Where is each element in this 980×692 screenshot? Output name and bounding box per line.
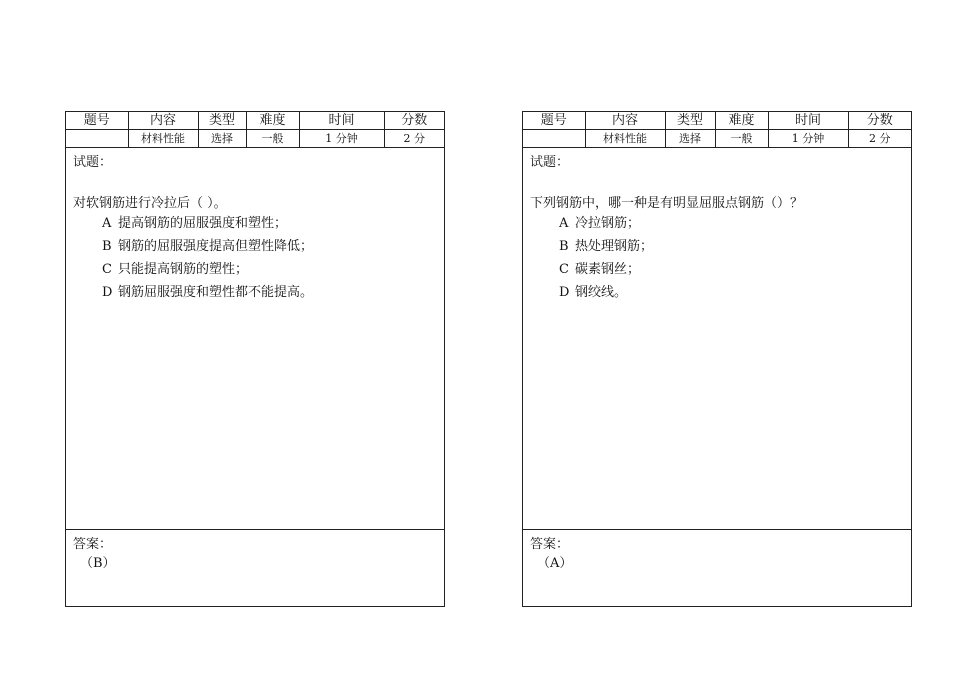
header-content: 内容: [585, 112, 665, 130]
option-text: 碳素钢丝；: [575, 262, 641, 277]
header-type: 类型: [198, 112, 246, 130]
header-score: 分数: [848, 112, 911, 130]
option-a: [559, 217, 653, 240]
value-content: 材料性能: [585, 130, 665, 148]
value-type: 选择: [198, 130, 246, 148]
header-difficulty: 难度: [715, 112, 768, 130]
question-stem: 对软钢筋进行冷拉后（ ）。: [73, 196, 227, 211]
value-type: 选择: [665, 130, 715, 148]
option-text: 钢筋的屈服强度提高但塑性降低；: [118, 239, 314, 254]
value-difficulty: 一般: [246, 130, 299, 148]
value-number: [66, 130, 128, 148]
value-time: 1 分钟: [299, 130, 384, 148]
option-c: [559, 263, 653, 286]
option-text: 冷拉钢筋；: [575, 216, 641, 231]
option-letter: B: [559, 239, 569, 254]
answer-value: （B）: [80, 556, 116, 571]
answer-area: [523, 530, 911, 606]
header-type: 类型: [665, 112, 715, 130]
question-label: 试题：: [73, 155, 113, 170]
value-score: 2 分: [384, 130, 444, 148]
option-d: [102, 286, 313, 309]
option-letter: A: [559, 216, 569, 231]
value-number: [523, 130, 585, 148]
option-letter: B: [102, 239, 112, 254]
header-content: 内容: [128, 112, 198, 130]
question-area: [523, 148, 911, 530]
meta-table: [523, 112, 911, 148]
option-text: 钢绞线。: [575, 285, 628, 300]
option-letter: C: [102, 262, 112, 277]
value-time: 1 分钟: [768, 130, 848, 148]
meta-value-row: [523, 130, 911, 148]
option-a: [102, 217, 313, 240]
option-text: 钢筋屈服强度和塑性都不能提高。: [118, 285, 314, 300]
header-score: 分数: [384, 112, 444, 130]
meta-header-row: [523, 112, 911, 130]
option-letter: A: [102, 216, 112, 231]
option-letter: D: [102, 285, 113, 300]
question-label: 试题：: [530, 155, 570, 170]
option-text: 热处理钢筋；: [575, 239, 654, 254]
option-c: [102, 263, 313, 286]
option-list: [559, 217, 653, 309]
answer-value: （A）: [537, 556, 573, 571]
question-card-1: [65, 111, 445, 607]
option-text: 提高钢筋的屈服强度和塑性；: [118, 216, 288, 231]
option-b: [559, 240, 653, 263]
option-d: [559, 286, 653, 309]
answer-label: 答案：: [73, 537, 113, 552]
answer-area: [66, 530, 444, 606]
answer-label: 答案：: [530, 537, 570, 552]
meta-value-row: [66, 130, 444, 148]
option-letter: D: [559, 285, 570, 300]
value-difficulty: 一般: [715, 130, 768, 148]
option-b: [102, 240, 313, 263]
question-area: [66, 148, 444, 530]
header-time: 时间: [768, 112, 848, 130]
option-letter: C: [559, 262, 569, 277]
question-stem: 下列钢筋中，哪一种是有明显屈服点钢筋（）？: [530, 196, 804, 211]
option-list: [102, 217, 313, 309]
header-number: 题号: [523, 112, 585, 130]
header-time: 时间: [299, 112, 384, 130]
meta-table: [66, 112, 444, 148]
value-score: 2 分: [848, 130, 911, 148]
header-difficulty: 难度: [246, 112, 299, 130]
header-number: 题号: [66, 112, 128, 130]
option-text: 只能提高钢筋的塑性；: [118, 262, 249, 277]
question-card-2: [522, 111, 912, 607]
meta-header-row: [66, 112, 444, 130]
value-content: 材料性能: [128, 130, 198, 148]
